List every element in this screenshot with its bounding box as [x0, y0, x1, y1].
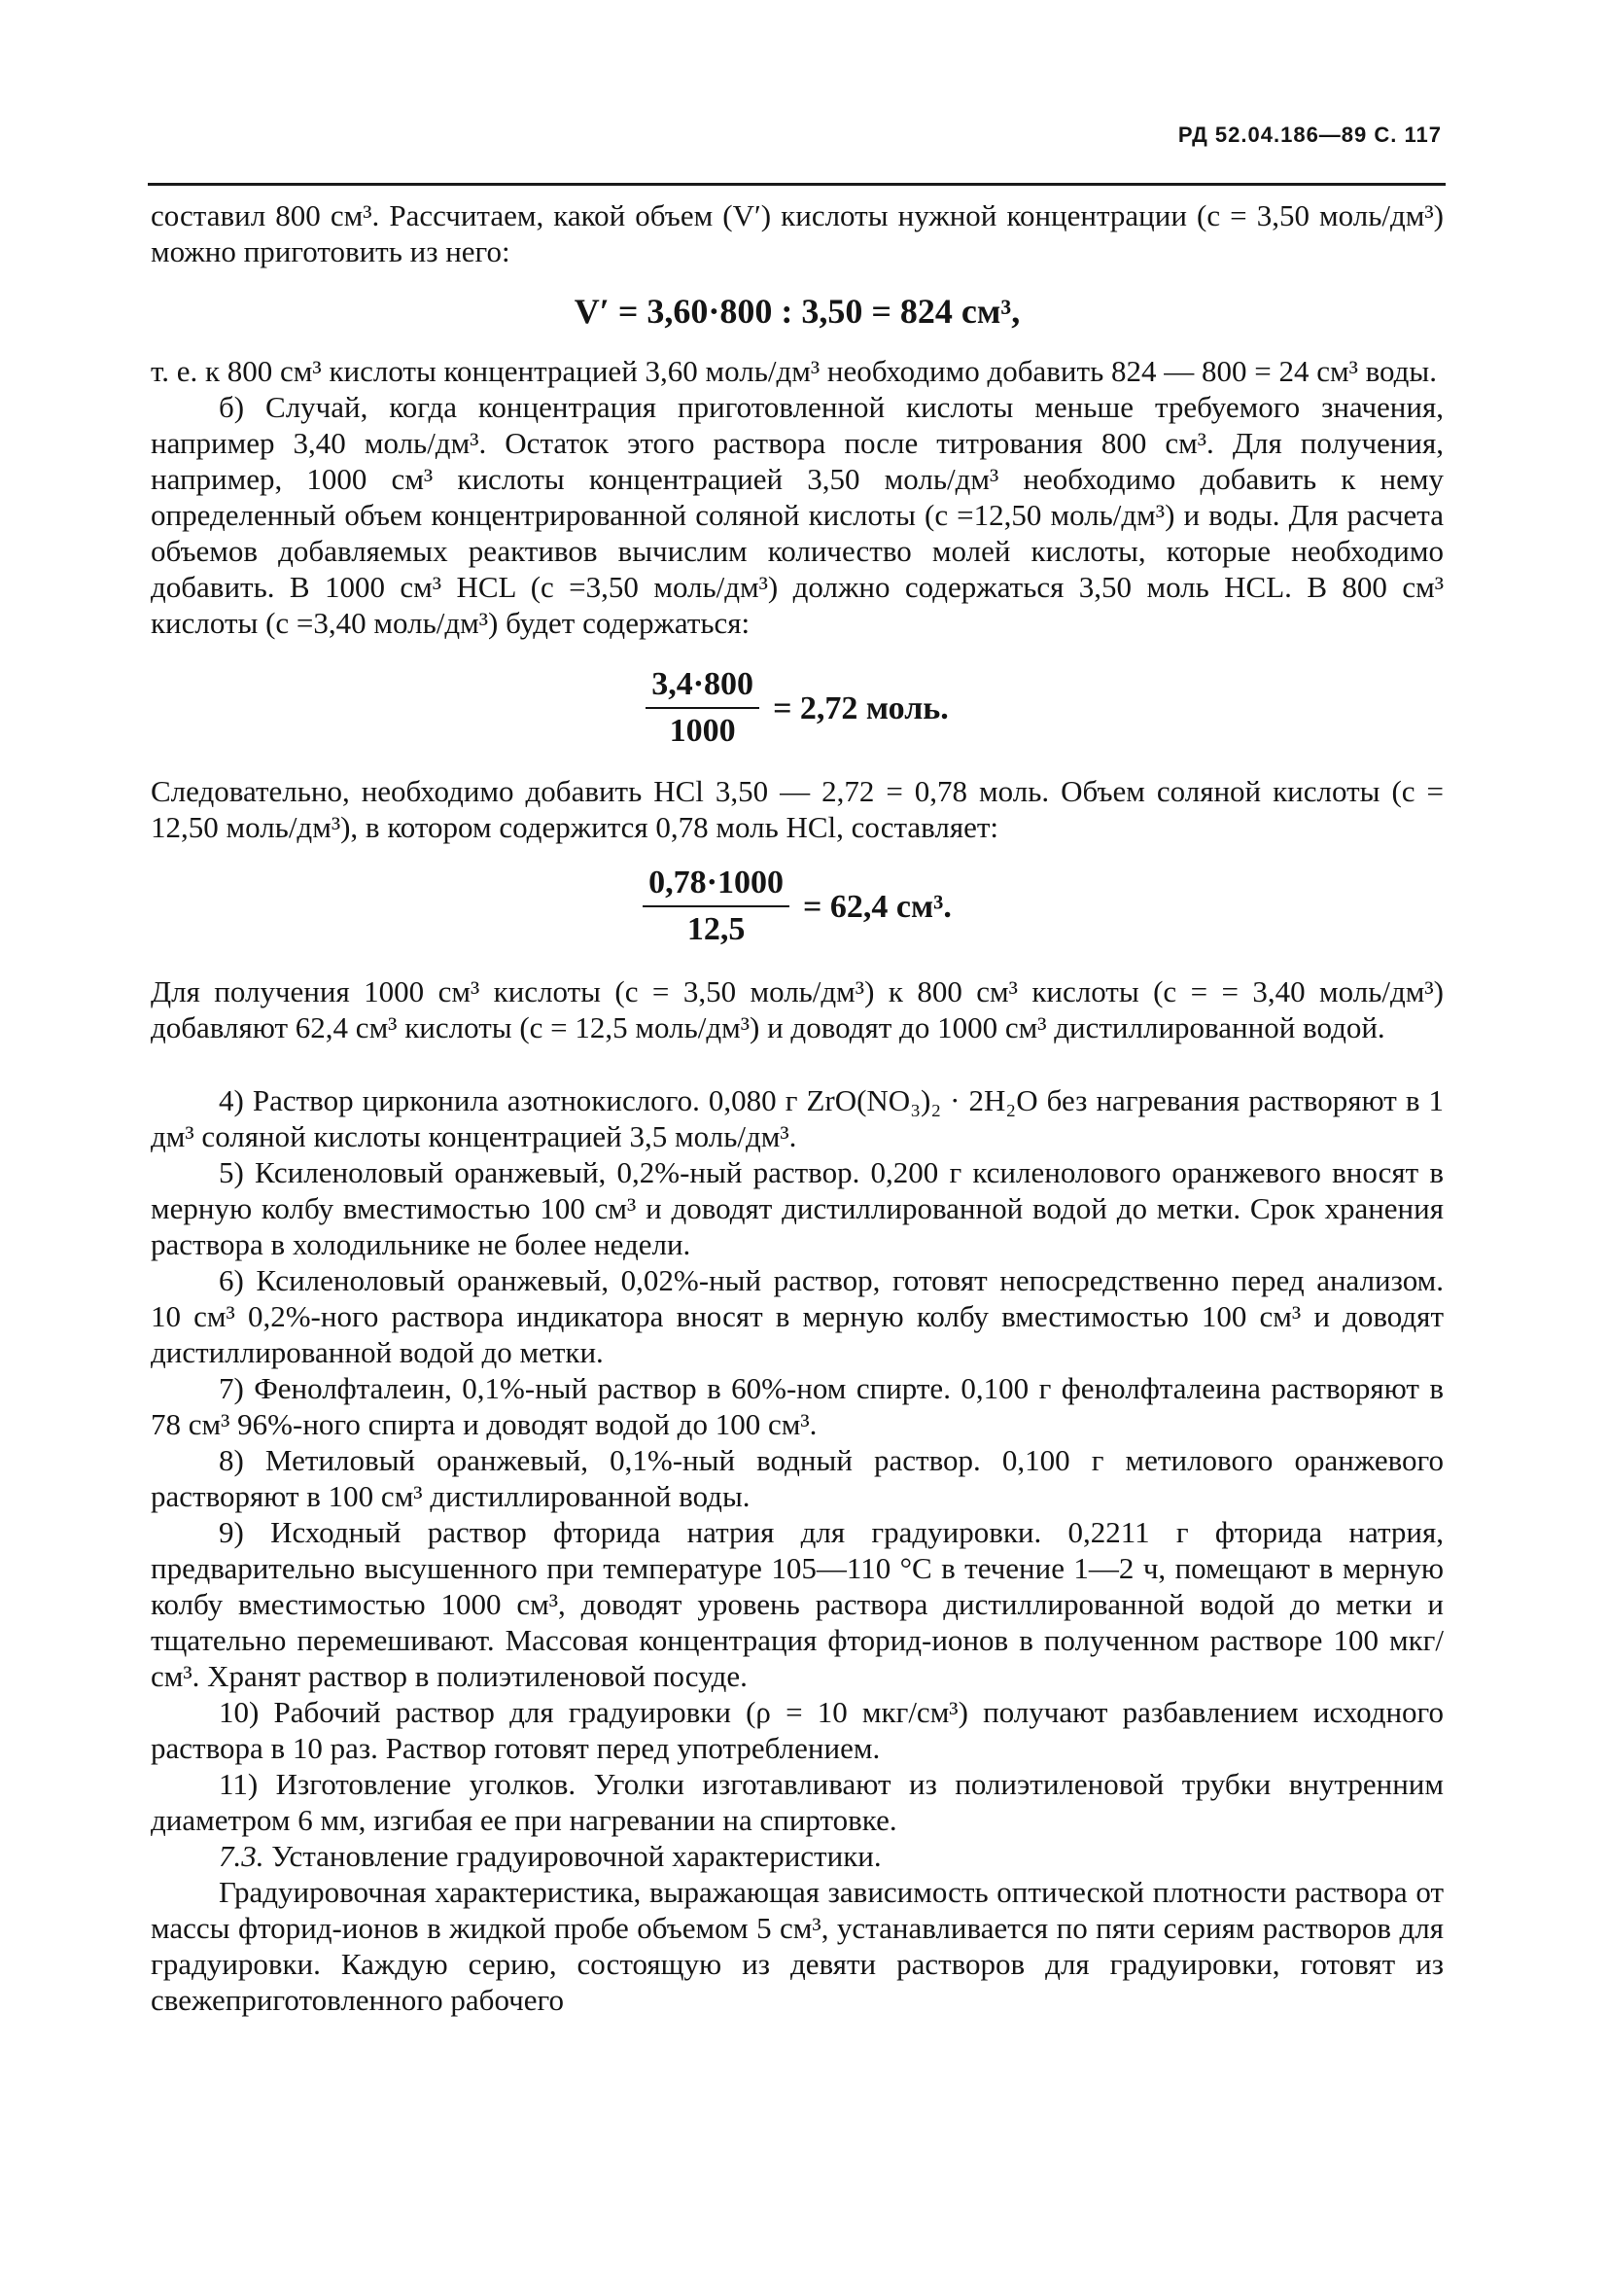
- paragraph-case-b: б) Случай, когда концентрация приготовленной кислоты меньше требуемого значения, например 3,40 моль/дм³. Остаток этого раствора после титрования 800 см³. Для получения, например, 1000 см³ кислоты концентрацией 3,50 моль/дм³ необходимо добавить к нему определенный объем концентрированной соляной кислоты (c =12,50 моль/дм³) и воды. Для расчета объемов добавляемых реактивов вычислим количество молей кислоты, которые необходимо добавить. В 1000 см³ HCL (c =3,50 моль/дм³) должно содержаться 3,50 моль HCL. В 800 см³ кислоты (c =3,40 моль/дм³) будет содержаться:: [151, 390, 1444, 640]
- item-4-zirconyl: 4) Раствор цирконила азотнокислого. 0,080 г ZrO(NO₃)₂ · 2H₂O без нагревания растворяют в 1 дм³ соляной кислоты концентрацией 3,5 моль/дм³.: [151, 1083, 1444, 1153]
- item-6-xylenol-dilute: 6) Ксиленоловый оранжевый, 0,02%-ный раствор, готовят непосредственно перед анализом. 10 см³ 0,2%-ного раствора индикатора вносят в мерную колбу вместимостью 100 см³ и доводят дистиллированной водой до метки.: [151, 1263, 1444, 1369]
- fraction-result: = 2,72 моль.: [773, 689, 949, 726]
- item-9-sodium-fluoride: 9) Исходный раствор фторида натрия для градуировки. 0,2211 г фторида натрия, предварительно высушенного при температуре 105—110 °С в течение 1—2 ч, помещают в мерную колбу вместимостью 1000 см³, доводят уровень раствора дистиллированной водой до метки и тщательно перемешивают. Массовая концентрация фторид-ионов в полученном растворе 100 мкг/см³. Хранят раствор в полиэтиленовой посуде.: [151, 1515, 1444, 1693]
- paragraph-calibration: Градуировочная характеристика, выражающая зависимость оптической плотности раствора от массы фторид-ионов в жидкой пробе объемом 5 см³, устанавливается по пяти сериям растворов для градуировки. Каждую серию, состоящую из девяти растворов для градуировки, готовят из свежеприготовленного рабочего: [151, 1875, 1444, 2017]
- item-8-methyl-orange: 8) Метиловый оранжевый, 0,1%-ный водный раствор. 0,100 г метилового оранжевого растворяют в 100 см³ дистиллированной воды.: [151, 1443, 1444, 1513]
- section-title: Установление градуировочной характеристики.: [263, 1839, 882, 1873]
- formula-volume: V′ = 3,60·800 : 3,50 = 824 см³,: [574, 292, 1021, 331]
- paragraph-continuation: составил 800 см³. Рассчитаем, какой объем (V′) кислоты нужной концентрации (c = 3,50 моль/дм³) можно приготовить из него:: [151, 198, 1444, 268]
- section-number: 7.3.: [219, 1839, 264, 1873]
- paragraph-consequently: Следовательно, необходимо добавить HCl 3,50 — 2,72 = 0,78 моль. Объем соляной кислоты (c = 12,50 моль/дм³), в котором содержится 0,78 моль HCl, составляет:: [151, 774, 1444, 844]
- fraction-numerator: 3,4·800: [646, 665, 759, 709]
- item-7-phenolphthalein: 7) Фенолфталеин, 0,1%-ный раствор в 60%-ном спирте. 0,100 г фенолфталеина растворяют в 78 см³ 96%-ного спирта и доводят водой до 100 см³.: [151, 1371, 1444, 1441]
- item-11-corners: 11) Изготовление уголков. Уголки изготавливают из полиэтиленовой трубки внутренним диаметром 6 мм, изгибая ее при нагревании на спиртовке.: [151, 1767, 1444, 1837]
- formula-acid-volume: [151, 853, 1444, 960]
- page-header: РД 52.04.186—89 С. 117: [1177, 123, 1442, 147]
- document-body: [151, 197, 1444, 2018]
- item-10-working-solution: 10) Рабочий раствор для градуировки (ρ = 10 мкг/см³) получают разбавлением исходного раствора в 10 раз. Раствор готовят перед употреблением.: [151, 1695, 1444, 1765]
- fraction-numerator: 0,78·1000: [643, 864, 789, 907]
- fraction-denominator: 12,5: [686, 911, 746, 947]
- fraction-result: = 62,4 см³.: [803, 888, 952, 925]
- section-7-3-heading: [151, 1838, 1444, 1874]
- item-5-xylenol: 5) Ксиленоловый оранжевый, 0,2%-ный раствор. 0,200 г ксиленолового оранжевого вносят в мерную колбу вместимостью 100 см³ и доводят дистиллированной водой до метки. Срок хранения раствора в холодильнике не более недели.: [151, 1155, 1444, 1261]
- fraction-denominator: 1000: [669, 713, 736, 749]
- paragraph-preparation-summary: Для получения 1000 см³ кислоты (c = 3,50 моль/дм³) к 800 см³ кислоты (c = = 3,40 моль/дм³) добавляют 62,4 см³ кислоты (c = 12,5 моль/дм³) и доводят до 1000 см³ дистиллированной водой.: [151, 974, 1444, 1044]
- fraction-volume: [643, 864, 789, 949]
- formula-moles: [151, 653, 1444, 763]
- paragraph-water-addition: т. е. к 800 см³ кислоты концентрацией 3,60 моль/дм³ необходимо добавить 824 — 800 = 24 см³ воды.: [151, 354, 1437, 388]
- fraction-moles: [646, 665, 759, 751]
- header-rule: [148, 183, 1446, 186]
